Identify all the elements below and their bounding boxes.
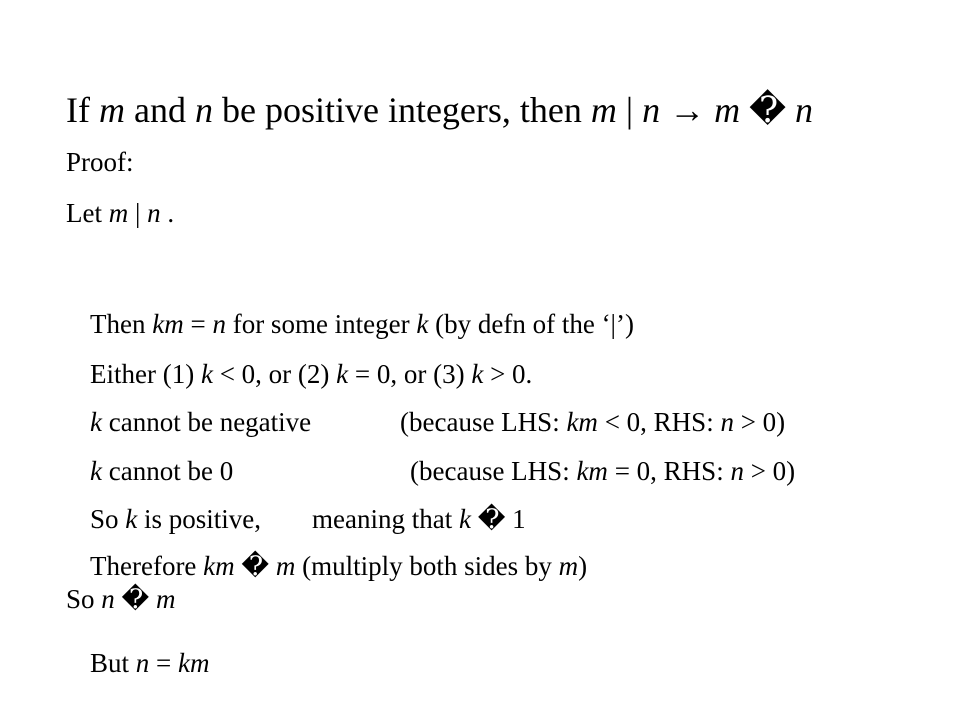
var-m: m	[98, 90, 125, 130]
k-positive-line	[90, 504, 526, 534]
text: (because LHS:	[400, 407, 567, 437]
k-not-negative-line	[90, 407, 786, 437]
var-n: n	[730, 456, 744, 486]
text: is positive,	[137, 504, 262, 534]
var-k: k	[90, 456, 102, 486]
relation-symbol: �	[114, 584, 156, 614]
text: > 0)	[733, 407, 786, 437]
var-km: km	[152, 309, 184, 339]
var-km: km	[203, 551, 235, 581]
var-m: m	[590, 90, 617, 130]
var-n: n	[642, 90, 661, 130]
text: for some integer	[225, 309, 417, 339]
proof-label: Proof:	[66, 147, 134, 177]
text: = 0, or (3)	[348, 359, 472, 389]
var-km: km	[566, 407, 598, 437]
divides-symbol: |	[128, 198, 148, 228]
implies-arrow: →	[660, 90, 715, 130]
text: But	[90, 648, 136, 678]
var-n: n	[135, 648, 150, 678]
text: Then	[90, 309, 153, 339]
text: = 0, RHS:	[607, 456, 731, 486]
but-line	[90, 650, 209, 677]
var-k: k	[200, 359, 213, 389]
var-m: m	[155, 584, 176, 614]
text: .	[160, 198, 175, 228]
relation-symbol: �	[234, 551, 276, 581]
reason	[400, 409, 785, 436]
text: Therefore	[90, 551, 204, 581]
text: (because LHS:	[410, 456, 577, 486]
text: meaning that	[312, 504, 459, 534]
text: (by defn of the ‘|’)	[428, 309, 634, 339]
so-line	[66, 586, 175, 613]
var-n: n	[147, 198, 161, 228]
relation-symbol: �	[740, 90, 796, 130]
var-m: m	[558, 551, 579, 581]
text: cannot be negative	[101, 407, 312, 437]
var-n: n	[194, 90, 213, 130]
var-k: k	[125, 504, 138, 534]
var-k: k	[471, 359, 484, 389]
var-m: m	[275, 551, 296, 581]
var-k: k	[90, 407, 102, 437]
relation-symbol: � 1	[470, 504, 526, 534]
text: =	[183, 309, 213, 339]
text: (multiply both sides by	[295, 551, 559, 581]
text: cannot be 0	[101, 456, 234, 486]
k-not-zero-line	[90, 456, 796, 486]
var-n: n	[795, 90, 814, 130]
theorem-statement	[66, 92, 813, 128]
therefore-line	[90, 553, 587, 580]
title-text: If	[66, 90, 99, 130]
title-text: be positive integers, then	[212, 90, 591, 130]
var-k: k	[416, 309, 429, 339]
var-k: k	[336, 359, 349, 389]
text: < 0, or (2)	[212, 359, 337, 389]
reason	[410, 458, 795, 485]
var-m: m	[108, 198, 129, 228]
text: So	[90, 504, 126, 534]
var-n: n	[101, 584, 115, 614]
text: > 0.	[483, 359, 533, 389]
then-line	[90, 311, 634, 338]
meaning-clause	[312, 506, 526, 533]
title-text: and	[124, 90, 195, 130]
text: =	[149, 648, 178, 678]
text: < 0, RHS:	[597, 407, 721, 437]
var-n: n	[720, 407, 734, 437]
let-line	[66, 200, 174, 227]
text: So	[66, 584, 102, 614]
var-n: n	[212, 309, 226, 339]
text: )	[578, 551, 588, 581]
text: > 0)	[743, 456, 796, 486]
var-km: km	[178, 648, 210, 678]
var-km: km	[576, 456, 608, 486]
text: Either (1)	[90, 359, 201, 389]
either-line	[90, 361, 532, 388]
divides-symbol: |	[616, 90, 643, 130]
var-m: m	[714, 90, 741, 130]
var-k: k	[458, 504, 471, 534]
text: Let	[66, 198, 109, 228]
